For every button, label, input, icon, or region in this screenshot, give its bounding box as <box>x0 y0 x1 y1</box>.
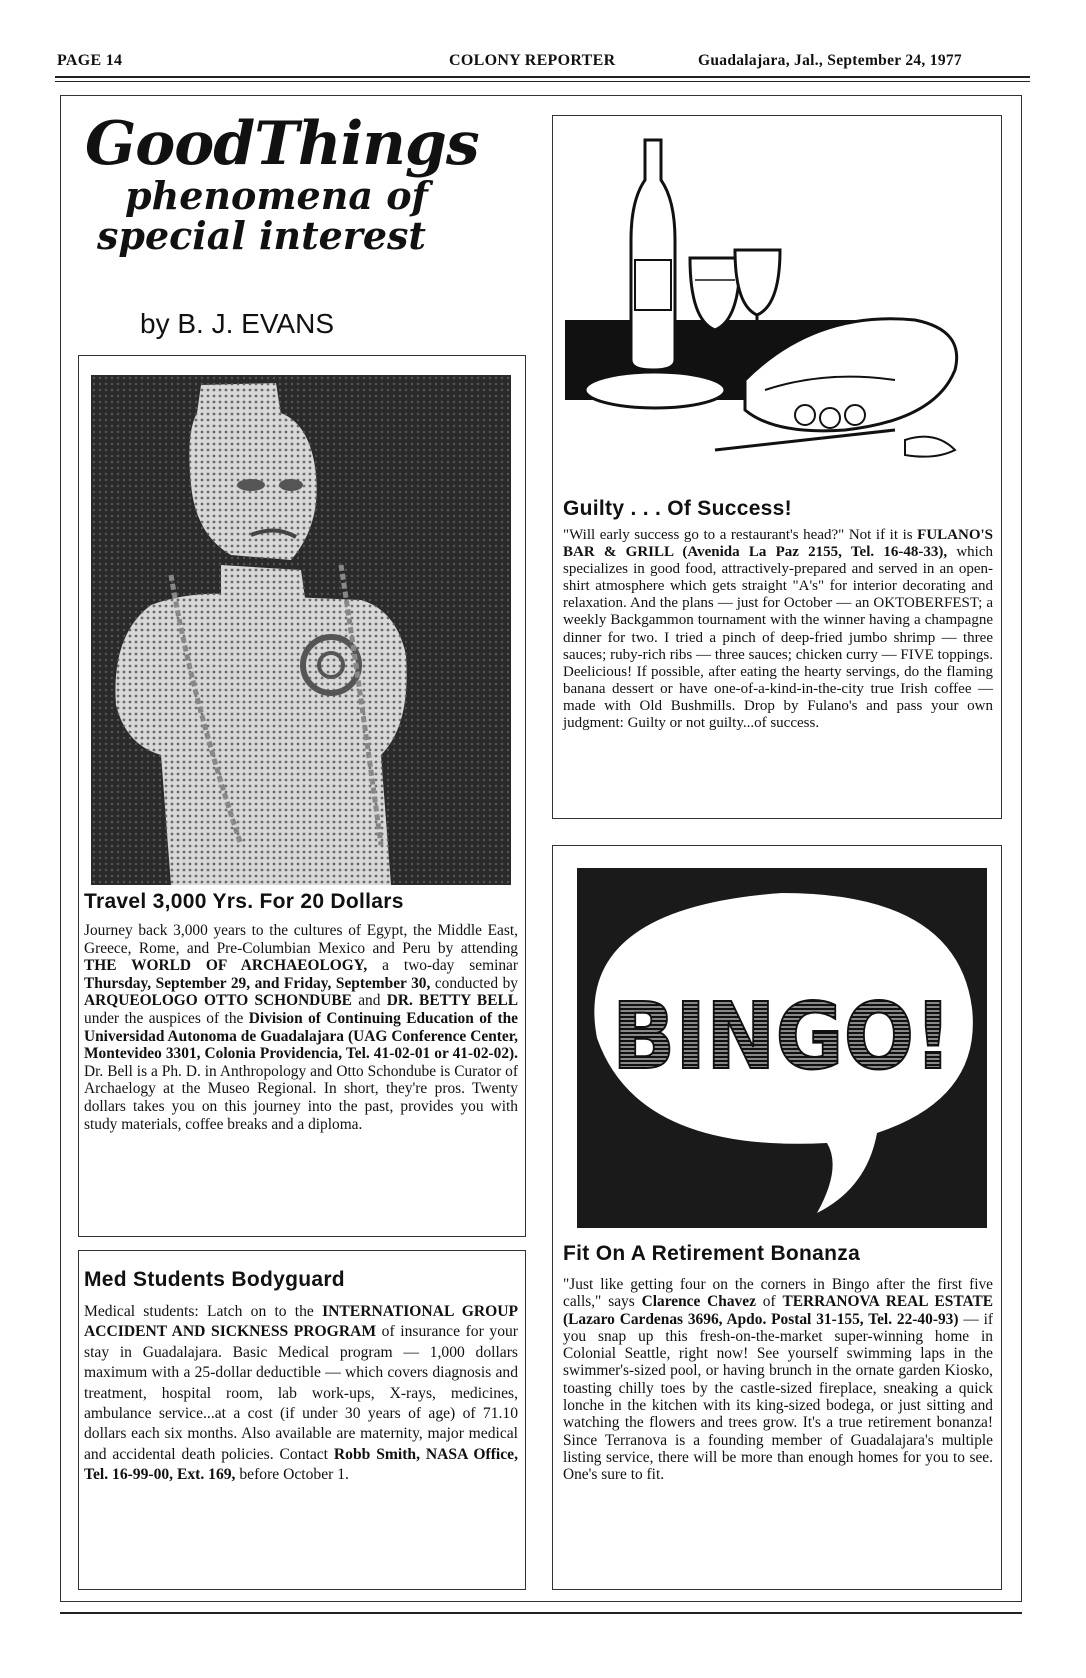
logo-special-interest: special interest <box>97 213 426 258</box>
statue-illustration <box>91 375 511 885</box>
header-rule <box>55 76 1030 78</box>
guilty-body: "Will early success go to a restaurant's head?" Not if it is FULANO'S BAR & GRILL (Avenida La Paz 2155, Tel. 16-48-33), which specializes in good food, attractively-prepared and served in an open-shirt atmosphere which gets straight "A's" for interior decorating and relaxation. And the plans — just for October — an OKTOBERFEST; a weekly Backgammon tournament with the winner having a champagne dinner for two. I tried a pinch of deep-fried jumbo shrimp — three sauces; ruby-rich ribs — three sauces; chicken curry — FIVE toppings. Deelicious! If possible, after eating the hearty servings, do the flaming banana dessert or have one-of-a-kind-in-the-city true Irish coffee — made with Old Bushmills. Drop by Fulano's and pass your own judgment: Guilty or not guilty...of success. <box>563 527 993 732</box>
byline: by B. J. EVANS <box>140 308 334 339</box>
page-number: PAGE 14 <box>57 52 123 69</box>
guilty-headline: Guilty . . . Of Success! <box>563 497 792 520</box>
bottom-rule <box>60 1612 1022 1614</box>
dateline: Guadalajara, Jal., September 24, 1977 <box>698 52 962 69</box>
bingo-headline: Fit On A Retirement Bonanza <box>563 1242 861 1265</box>
bingo-word: BINGO! <box>612 983 952 1090</box>
logo-phenomena: phenomena of <box>125 173 428 218</box>
logo-good-things: GoodThings <box>85 109 479 179</box>
column-logo <box>85 109 525 292</box>
travel-headline: Travel 3,000 Yrs. For 20 Dollars <box>84 890 404 913</box>
med-headline: Med Students Bodyguard <box>84 1268 345 1291</box>
food-illustration <box>565 130 990 480</box>
statue-photo <box>91 375 511 885</box>
med-body: Medical students: Latch on to the INTERNATIONAL GROUP ACCIDENT AND SICKNESS PROGRAM of insurance for your stay in Guadalajara. Basic Medical program — 1,000 dollars maximum with a 25-dollar deductible — which covers diagnosis and treatment, hospital room, lab work-ups, X-rays, medicines, ambulance service...at a cost (if under 30 years of age) of 71.10 dollars each six months. Also available are maternity, major medical and accidental death policies. Contact Robb Smith, NASA Office, Tel. 16-99-00, Ext. 169, before October 1. <box>84 1303 518 1484</box>
wine-and-seafood-icon <box>565 130 990 480</box>
bingo-body: "Just like getting four on the corners in Bingo after the first five calls," says Clarence Chavez of TERRANOVA REAL ESTATE (Lazaro Cardenas 3696, Apdo. Postal 31-155, Tel. 22-40-93) — if you snap up this fresh-on-the-market super-winning home in Colonial Seattle, right now! See yourself swimming laps in the swimmer's-sized pool, or having brunch in the ornate garden Kiosko, toasting chilly toes by the castle-sized fireplace, sneaking a quick lonche in the kitchen with its king-sized bodega, or just sitting and watching the flowers and trees grow. It's a true retirement bonanza! Since Terranova is a founding member of Guadalajara's multiple listing service, there will be more than enough homes for you to see. One's sure to fit. <box>563 1276 993 1484</box>
header-rule-thin <box>55 81 1030 82</box>
speech-bubble-icon <box>577 868 987 1228</box>
paper-name: COLONY REPORTER <box>449 52 616 69</box>
bingo-graphic <box>577 868 987 1228</box>
travel-body: Journey back 3,000 years to the cultures of Egypt, the Middle East, Greece, Rome, and Pre-Columbian Mexico and Peru by attending THE WORLD OF ARCHAEOLOGY, a two-day seminar Thursday, September 29, and Friday, September 30, conducted by ARQUEOLOGO OTTO SCHONDUBE and DR. BETTY BELL under the auspices of the Division of Continuing Education of the Universidad Autonoma de Guadalajara (UAG Conference Center, Montevideo 3301, Colonia Providencia, Tel. 41-02-01 or 41-02-02). Dr. Bell is a Ph. D. in Anthropology and Otto Schondube is Curator of Archaelogy at the Museo Regional. In short, they're pros. Twenty dollars takes you on this journey into the past, provides you with study materials, coffee breaks and a diploma. <box>84 922 518 1133</box>
